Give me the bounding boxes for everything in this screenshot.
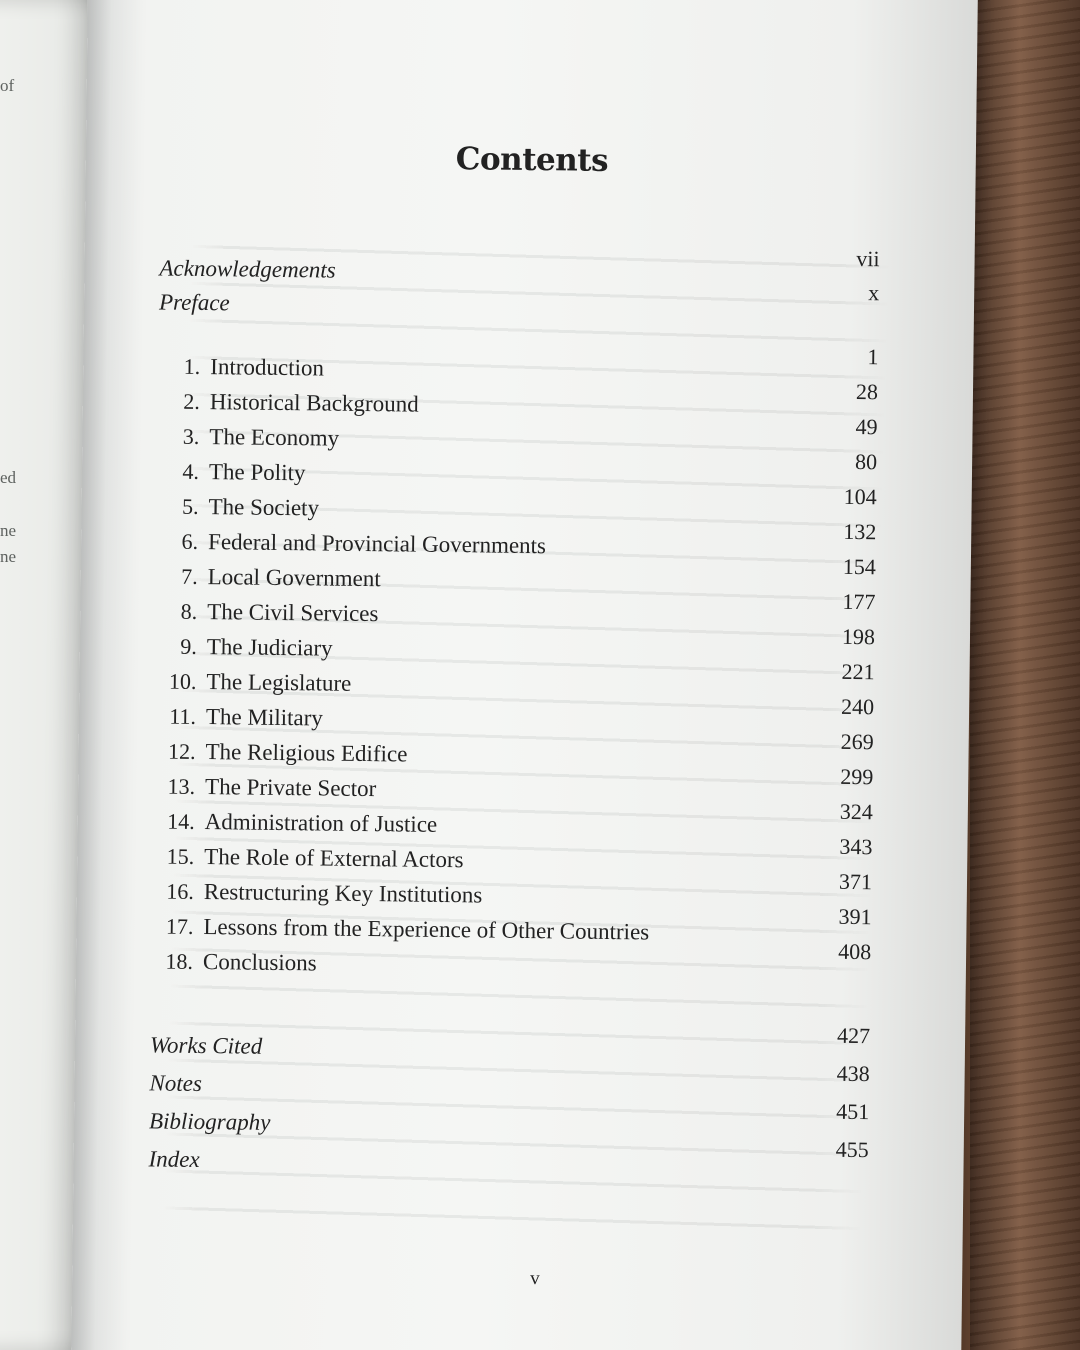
chapter-page-number: 391 — [838, 903, 872, 930]
chapter-title: Lessons from the Experience of Other Countries — [203, 914, 650, 945]
chapter-title: Local Government — [207, 564, 381, 592]
entry-title: Works Cited — [149, 1032, 263, 1059]
chapter-title: The Judiciary — [206, 634, 333, 661]
chapter-number: 1. — [183, 353, 201, 379]
chapter-title: The Society — [208, 494, 320, 521]
chapter-page-number: 198 — [841, 623, 876, 650]
chapter-page-number: 299 — [840, 763, 874, 790]
chapter-number: 11. — [169, 703, 197, 729]
entry-title: Index — [148, 1146, 200, 1173]
left-page-text-fragment: ne — [0, 547, 17, 566]
chapter-number: 5. — [181, 493, 199, 519]
entry-title: Notes — [149, 1070, 203, 1097]
entry-page-number: 455 — [835, 1136, 869, 1163]
entry-page-number: 427 — [836, 1022, 871, 1049]
contents-title: Contents — [455, 141, 609, 179]
chapter-page-number: 371 — [838, 868, 873, 895]
chapter-page-number: 240 — [840, 693, 875, 720]
chapter-number: 6. — [181, 528, 199, 554]
entry-title: Preface — [158, 289, 230, 316]
chapter-number: 9. — [180, 633, 197, 659]
chapter-number: 2. — [183, 388, 200, 414]
chapter-page-number: 132 — [843, 518, 877, 545]
chapter-number: 3. — [182, 423, 200, 449]
chapter-title: Administration of Justice — [204, 809, 438, 837]
chapter-title: The Legislature — [206, 669, 352, 696]
chapter-number: 14. — [167, 808, 195, 834]
entry-title: Acknowledgements — [159, 255, 336, 283]
chapter-title: The Civil Services — [207, 599, 379, 627]
entry-title: Bibliography — [148, 1108, 271, 1135]
entry-page-number: vii — [856, 245, 880, 272]
chapter-number: 8. — [180, 598, 198, 624]
chapter-page-number: 408 — [838, 938, 872, 965]
chapter-page-number: 177 — [842, 588, 876, 615]
wood-table-surface — [970, 0, 1080, 1350]
chapter-title: Restructuring Key Institutions — [203, 879, 483, 908]
chapter-title: Introduction — [210, 354, 325, 381]
entry-page-number: 451 — [836, 1098, 870, 1125]
chapter-title: The Polity — [208, 459, 306, 486]
folio-page-number: v — [530, 1268, 540, 1290]
chapter-number: 12. — [167, 738, 196, 764]
chapter-page-number: 343 — [839, 833, 873, 860]
chapter-title: The Role of External Actors — [204, 844, 464, 873]
chapter-page-number: 80 — [854, 448, 878, 475]
chapter-number: 13. — [167, 773, 196, 799]
contents-page — [71, 0, 978, 1350]
chapter-title: The Economy — [209, 424, 340, 451]
chapter-page-number: 154 — [842, 553, 877, 580]
chapter-page-number: 49 — [855, 413, 878, 440]
entry-page-number: 438 — [836, 1060, 870, 1087]
chapter-number: 16. — [166, 878, 194, 904]
chapter-title: Historical Background — [209, 389, 419, 417]
chapter-title: The Religious Edifice — [205, 739, 408, 767]
chapter-title: The Military — [205, 704, 324, 731]
chapter-number: 17. — [165, 913, 194, 939]
chapter-page-number: 104 — [843, 483, 877, 510]
chapter-page-number: 269 — [840, 728, 874, 755]
chapter-number: 4. — [182, 458, 200, 484]
chapter-number: 7. — [181, 563, 198, 589]
chapter-number: 18. — [165, 948, 194, 974]
chapter-number: 15. — [166, 843, 195, 869]
chapter-page-number: 324 — [839, 798, 874, 825]
chapter-number: 10. — [168, 668, 197, 694]
chapter-title: Conclusions — [202, 949, 317, 976]
chapter-title: The Private Sector — [204, 774, 377, 802]
chapter-page-number: 28 — [855, 378, 879, 405]
entry-page-number: x — [868, 280, 880, 306]
chapter-title: Federal and Provincial Governments — [207, 529, 547, 559]
left-page-text-fragment: ed — [0, 468, 17, 487]
left-page-text-fragment: ne — [0, 521, 17, 540]
chapter-page-number: 1 — [867, 344, 879, 370]
chapter-page-number: 221 — [841, 658, 875, 685]
left-page-text-fragment: of — [0, 76, 15, 95]
